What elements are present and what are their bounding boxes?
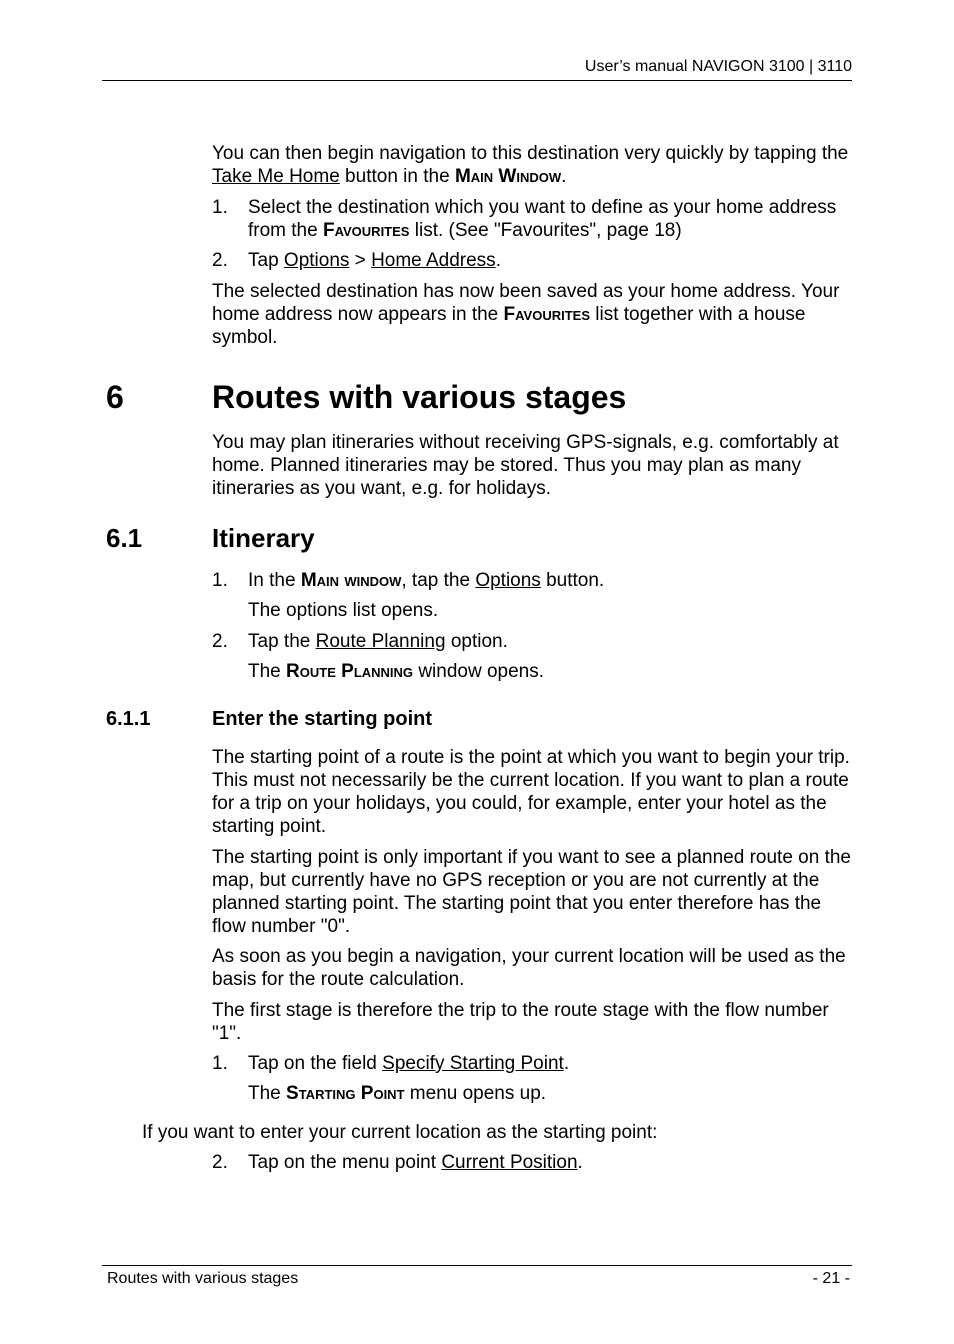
paragraph: The starting point of a route is the point at which you want to begin your trip. This must not necessarily be the current location. If you want to plan a route for a trip on your holidays, you could, for example, enter your hotel as the starting point. <box>212 747 850 837</box>
route-planning-term: Route Planning <box>286 661 414 682</box>
route-planning-link: Route Planning <box>315 631 446 652</box>
main-window-term: Main Window <box>454 166 562 187</box>
header-rule <box>102 80 852 81</box>
main-window-term: Main window <box>300 570 402 591</box>
step-result: The options list opens. <box>248 600 439 621</box>
take-me-home-link: Take Me Home <box>212 166 340 187</box>
options-link: Options <box>475 570 541 591</box>
step-result: The Starting Point menu opens up. <box>248 1083 547 1104</box>
saved-paragraph: The selected destination has now been saved as your home address. Your home address now appears in the Favourites list together with a house symbol. <box>212 281 840 348</box>
page-number: - 21 - <box>812 1270 850 1287</box>
paragraph: As soon as you begin a navigation, your current location will be used as the basis for the route calculation. <box>212 946 846 990</box>
subsection-title: Itinerary <box>212 523 315 553</box>
intro-paragraph: You can then begin navigation to this destination very quickly by tapping the Take Me Home button in the Main Window. <box>212 143 849 187</box>
specify-starting-point-link: Specify Starting Point <box>382 1053 564 1074</box>
options-link: Options <box>283 250 350 271</box>
subsubsection-number: 6.1.1 <box>106 708 151 730</box>
footer-section: Routes with various stages <box>107 1270 299 1287</box>
paragraph: The starting point is only important if you want to see a planned route on the map, but currently have no GPS reception or you are not currently at the planned starting point. The starting point that you enter therefore has the flow number "0". <box>212 847 851 937</box>
step-result: The Route Planning window opens. <box>248 661 545 682</box>
condition-text: If you want to enter your current location as the starting point: <box>142 1122 658 1143</box>
paragraph: The first stage is therefore the trip to the route stage with the flow number "1". <box>212 1000 829 1044</box>
starting-point-term: Starting Point <box>286 1083 405 1104</box>
section-number: 6 <box>106 379 124 415</box>
section-paragraph: You may plan itineraries without receiving GPS-signals, e.g. comfortably at home. Planned itineraries may be stored. Thus you may plan as many itineraries as you want, e.g. for holidays. <box>212 432 839 499</box>
current-position-link: Current Position <box>441 1152 578 1173</box>
favourites-term: Favourites <box>322 220 410 241</box>
home-address-link: Home Address <box>371 250 496 271</box>
subsection-number: 6.1 <box>106 523 143 553</box>
section-title: Routes with various stages <box>212 379 627 415</box>
favourites-term: Favourites <box>503 304 590 325</box>
subsubsection-title: Enter the starting point <box>212 708 432 730</box>
footer-rule <box>102 1265 852 1266</box>
running-header: User’s manual NAVIGON 3100 | 3110 <box>584 58 852 75</box>
